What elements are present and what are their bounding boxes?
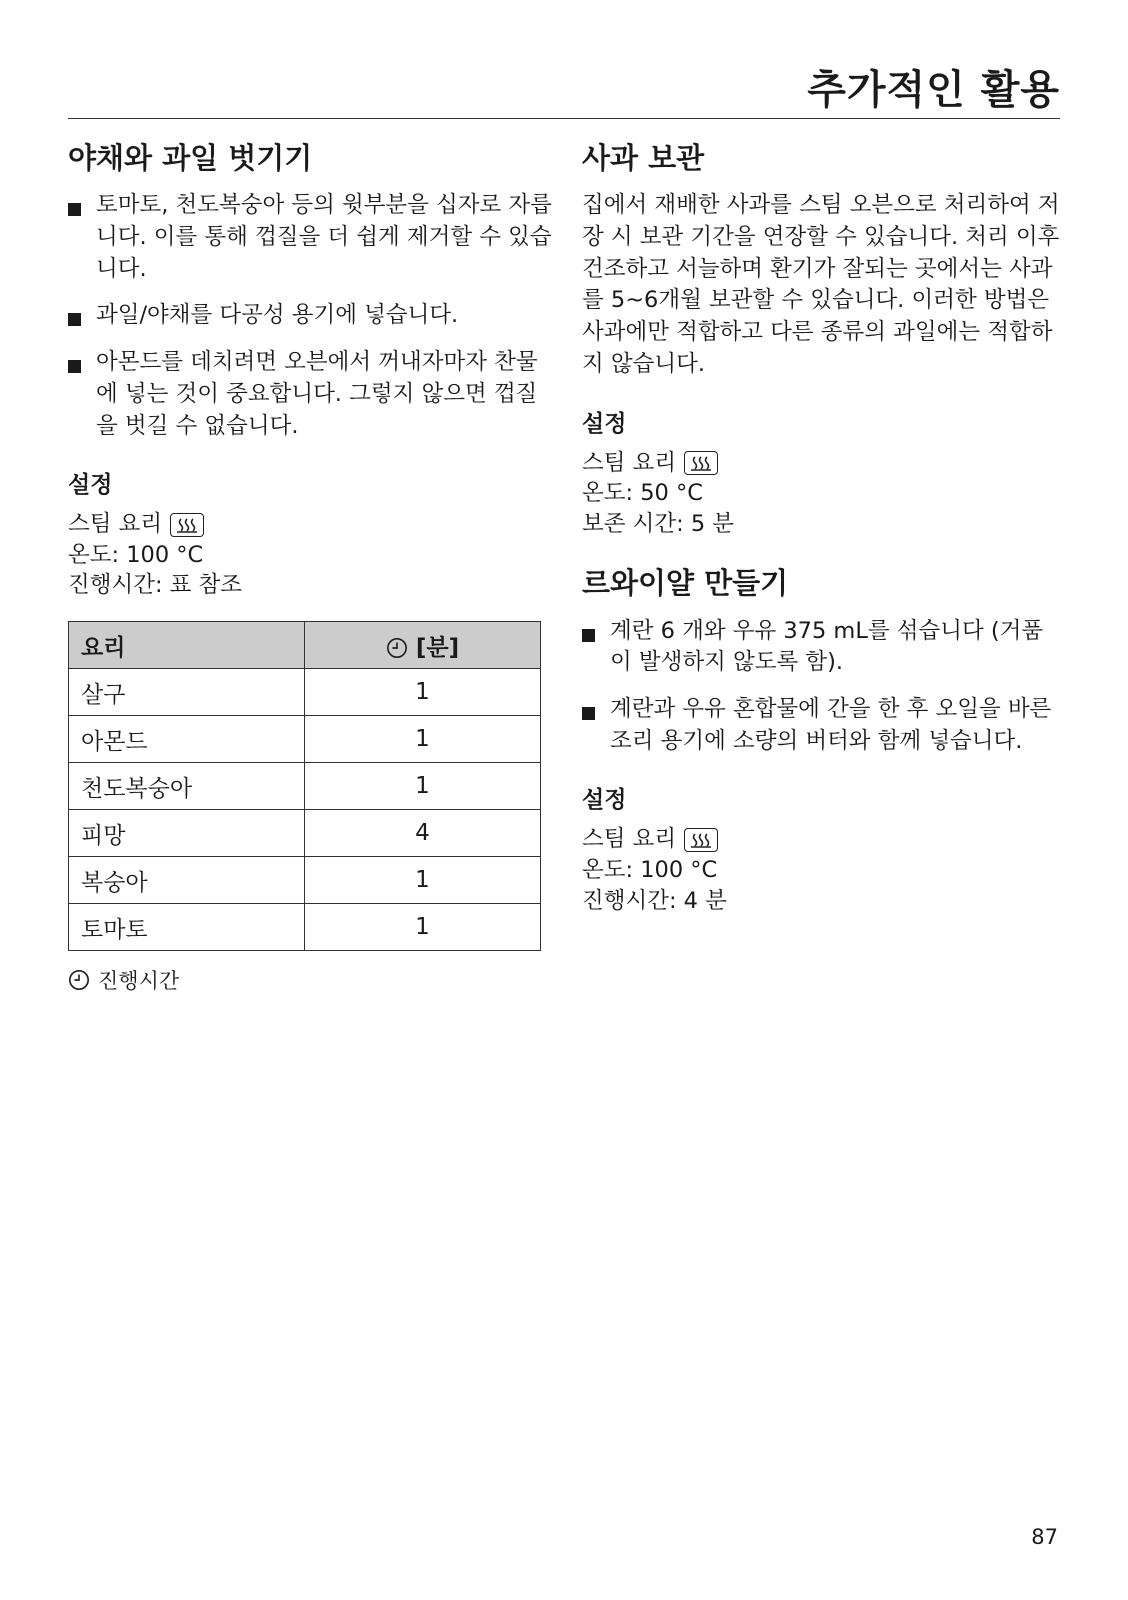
- royale-heading: 르와이얄 만들기: [582, 566, 789, 601]
- time-cell: 1: [305, 904, 541, 951]
- time-cell: 1: [305, 763, 541, 810]
- dish-cell: 피망: [69, 810, 305, 857]
- royale-step: 계란 6 개와 우유 375 mL를 섞습니다 (거품이 발생하지 않도록 함).: [582, 616, 1062, 679]
- table-row: [69, 904, 541, 951]
- table-row: [69, 763, 541, 810]
- clock-icon: [386, 637, 408, 659]
- peeling-steps: [68, 190, 553, 442]
- page-number: 87: [1031, 1525, 1058, 1549]
- peeling-temperature: 온도: 100 °C: [68, 541, 204, 568]
- royale-temperature: 온도: 100 °C: [582, 857, 718, 884]
- dish-cell: 살구: [69, 669, 305, 716]
- dish-cell: 아몬드: [69, 716, 305, 763]
- header-divider: [68, 118, 1060, 119]
- peeling-heading: 야채와 과일 벗기기: [68, 141, 313, 175]
- apple-settings-heading: 설정: [582, 410, 627, 437]
- table-row: [69, 810, 541, 857]
- peeling-step: 아몬드를 데치려면 오븐에서 꺼내자마자 찬물에 넣는 것이 중요합니다. 그렇지 않으면 껍질을 벗길 수 없습니다.: [68, 347, 553, 442]
- apple-storage-heading: 사과 보관: [582, 141, 705, 175]
- right-column: [582, 140, 1062, 916]
- steam-cooking-icon: [170, 513, 204, 537]
- left-column: [68, 140, 553, 995]
- table-row: [69, 669, 541, 716]
- royale-settings-heading: 설정: [582, 787, 627, 814]
- table-row: [69, 716, 541, 763]
- apple-storage-text: 집에서 재배한 사과를 스팀 오븐으로 처리하여 저장 시 보관 기간을 연장할 수 있습니다. 처리 이후 건조하고 서늘하며 환기가 잘되는 곳에서는 사과를 5~6개월 보관할 수 있습니다. 이러한 방법은 사과에만 적합하고 다른 종류의 과일에는 적합하지 않습니다.: [582, 192, 1060, 377]
- dish-cell: 천도복숭아: [69, 763, 305, 810]
- royale-time: 진행시간: 4 분: [582, 887, 727, 914]
- royale-steps: [582, 616, 1062, 758]
- steam-cooking-icon: [684, 828, 718, 852]
- peeling-time: 진행시간: 표 참조: [68, 572, 243, 599]
- table-legend: [68, 965, 553, 995]
- mode-label: 스팀 요리: [582, 826, 677, 853]
- dish-cell: 복숭아: [69, 857, 305, 904]
- peeling-step: 과일/야채를 다공성 용기에 넣습니다.: [68, 300, 553, 332]
- apple-temperature: 온도: 50 °C: [582, 480, 703, 507]
- table-row: [69, 857, 541, 904]
- dish-cell: 토마토: [69, 904, 305, 951]
- time-cell: 1: [305, 669, 541, 716]
- mode-label: 스팀 요리: [68, 511, 163, 538]
- time-cell: 1: [305, 857, 541, 904]
- clock-icon: [68, 969, 90, 991]
- apple-time: 보존 시간: 5 분: [582, 510, 735, 537]
- duration-table: [68, 621, 541, 951]
- page-title: 추가적인 활용: [807, 67, 1060, 113]
- royale-mode: [582, 824, 1062, 855]
- time-column-header: [305, 622, 541, 669]
- steam-cooking-icon: [684, 451, 718, 475]
- time-cell: 1: [305, 716, 541, 763]
- mode-label: 스팀 요리: [582, 449, 677, 476]
- apple-mode: [582, 448, 1062, 479]
- time-cell: 4: [305, 810, 541, 857]
- royale-step: 계란과 우유 혼합물에 간을 한 후 오일을 바른 조리 용기에 소량의 버터와 함께 넣습니다.: [582, 694, 1062, 757]
- peeling-mode: [68, 509, 553, 540]
- peeling-settings-heading: 설정: [68, 472, 113, 499]
- dish-column-header: 요리: [69, 622, 305, 669]
- time-unit-label: [분]: [415, 634, 460, 661]
- legend-label: 진행시간: [98, 969, 180, 994]
- peeling-step: 토마토, 천도복숭아 등의 윗부분을 십자로 자릅니다. 이를 통해 껍질을 더 쉽게 제거할 수 있습니다.: [68, 190, 553, 285]
